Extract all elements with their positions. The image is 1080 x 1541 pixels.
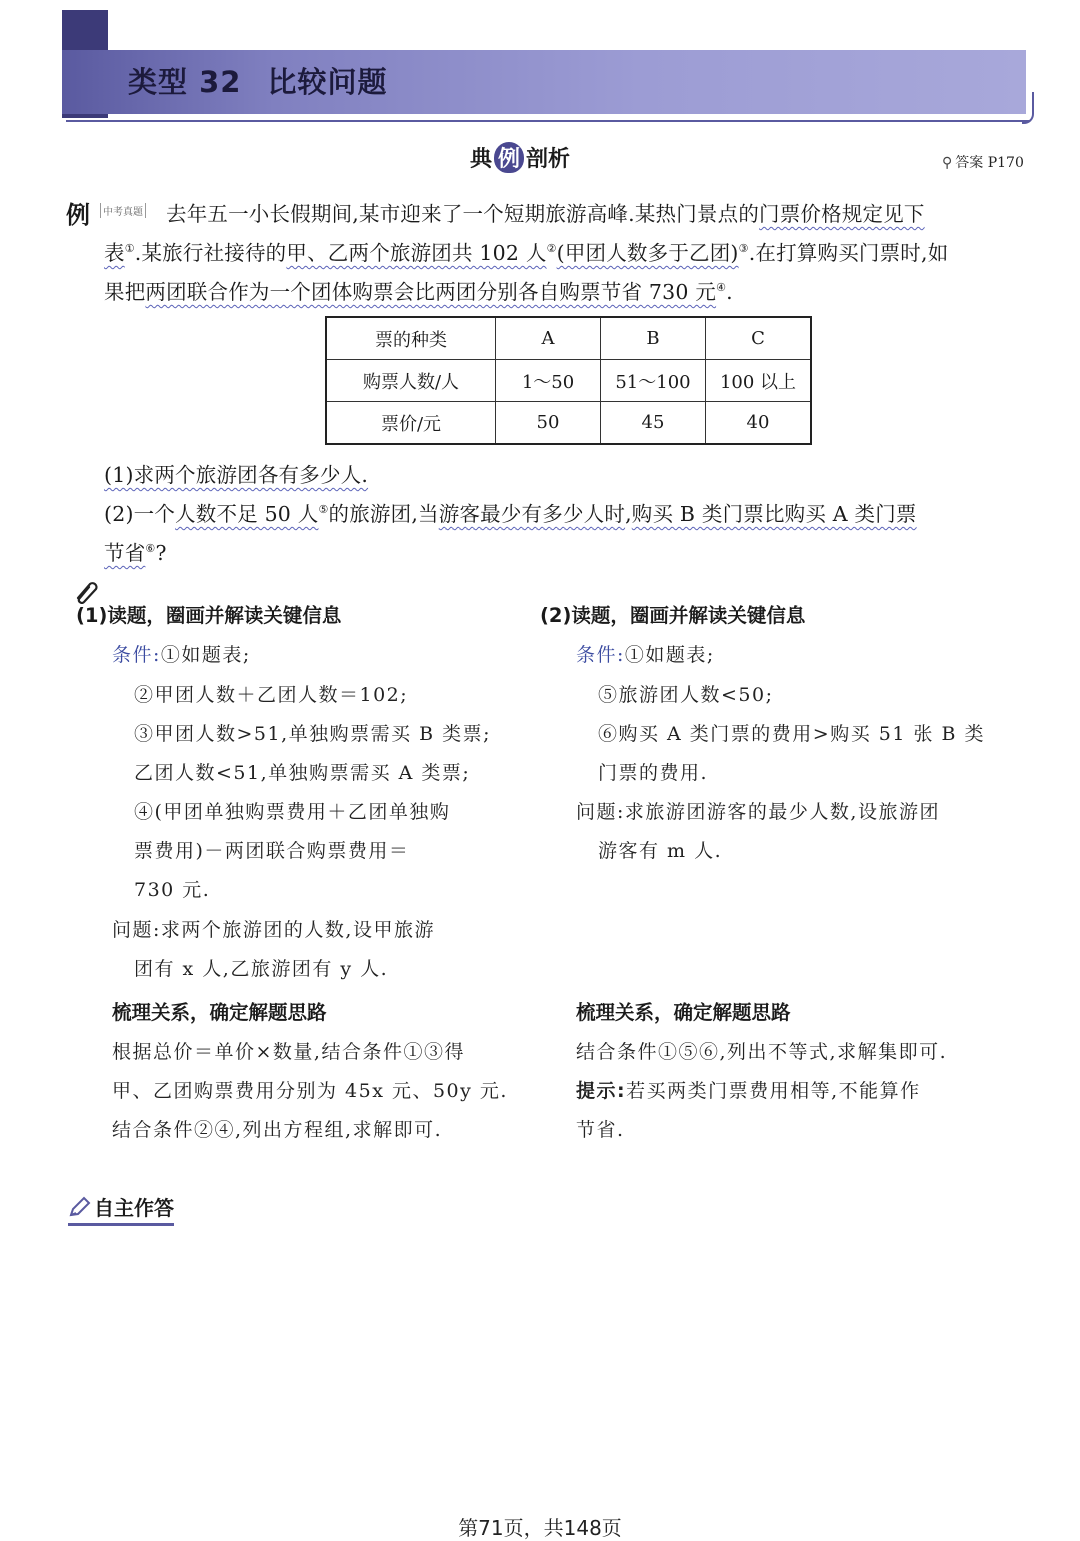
section-heading-badge: 例 <box>494 142 524 173</box>
header-title <box>128 60 388 101</box>
marker-6: ⑥ <box>145 542 156 555</box>
condition-text: ①如题表; <box>624 644 715 666</box>
problem-line-1 <box>166 197 925 227</box>
type-number: 32 <box>199 65 242 99</box>
question-text: 求两个旅游团的人数,设甲旅游 <box>160 919 435 941</box>
left-condition-4b: 票费用)－两团联合购票费用＝ <box>134 840 410 862</box>
marker-2: ② <box>546 242 557 255</box>
source-tag: 中考真题 <box>100 203 146 218</box>
table-row <box>326 402 811 445</box>
ticket-price-table <box>325 316 812 445</box>
right-hint-line <box>576 1076 921 1103</box>
right-hint-line-2: 节省. <box>576 1119 625 1141</box>
right-condition-6: ⑥购买 A 类门票的费用>购买 51 张 B 类 <box>598 723 986 745</box>
right-condition-line <box>576 640 715 667</box>
problem-text: 去年五一小长假期间,某市迎来了一个短期旅游高峰.某热门景点的 <box>166 202 760 226</box>
problem-highlight: 两团联合作为一个团体购票会比两团分别各自购票节省 730 元 <box>145 280 717 304</box>
problem-highlight: (甲团人数多于乙团) <box>556 241 739 265</box>
question-text: 的旅游团,当 <box>328 502 439 526</box>
left-condition-3: ③甲团人数>51,单独购票需买 B 类票; <box>134 723 492 745</box>
left-strategy-line-3: 结合条件②④,列出方程组,求解即可. <box>112 1119 443 1141</box>
table-cell: 50 <box>496 402 601 445</box>
question-1 <box>104 458 368 488</box>
question-text: , <box>625 502 632 526</box>
left-strategy-heading: 梳理关系，确定解题思路 <box>112 1001 327 1024</box>
pencil-icon <box>68 1196 92 1218</box>
marker-4: ④ <box>716 281 727 294</box>
condition-label: 条件: <box>112 644 161 666</box>
marker-1: ① <box>124 242 135 255</box>
header-rule <box>66 120 1030 122</box>
table-cell: 购票人数/人 <box>326 360 496 402</box>
condition-label: 条件: <box>576 644 625 666</box>
answer-reference[interactable] <box>942 152 1024 172</box>
question-text: (2)一个 <box>104 502 176 526</box>
header-edge <box>1022 92 1034 124</box>
problem-text: .某旅行社接待的 <box>134 241 287 265</box>
answer-reference-text: 答案 P170 <box>955 155 1024 171</box>
self-answer-text: 自主作答 <box>94 1196 174 1220</box>
left-condition-line <box>112 640 251 667</box>
table-cell: C <box>706 317 812 360</box>
problem-highlight: 门票价格规定见下 <box>759 202 925 226</box>
question-text: 求旅游团游客的最少人数,设旅游团 <box>624 801 940 823</box>
left-question-line-2: 团有 x 人,乙旅游团有 y 人. <box>134 958 389 980</box>
type-label: 类型 <box>128 65 189 99</box>
problem-highlight: 甲、乙两个旅游团共 102 人 <box>286 241 547 265</box>
right-strategy-heading: 梳理关系，确定解题思路 <box>576 1001 791 1024</box>
right-condition-5: ⑤旅游团人数<50; <box>598 684 774 706</box>
topic-title: 比较问题 <box>267 65 388 99</box>
key-icon: ⚲ <box>942 155 953 171</box>
left-question-line <box>112 915 435 942</box>
problem-text: .在打算购买门票时,如 <box>748 241 949 265</box>
left-condition-3b: 乙团人数<51,单独购票需买 A 类票; <box>134 762 471 784</box>
table-row <box>326 317 811 360</box>
problem-highlight: 表 <box>104 241 125 265</box>
left-strategy-line-2: 甲、乙团购票费用分别为 45x 元、50y 元. <box>112 1080 508 1102</box>
question-2-line-2 <box>104 536 167 566</box>
table-cell: 51～100 <box>601 360 706 402</box>
problem-text: . <box>726 280 733 304</box>
right-analysis-heading: (2)读题，圈画并解读关键信息 <box>540 604 806 627</box>
example-label: 例 <box>66 201 90 229</box>
table-cell: 票的种类 <box>326 317 496 360</box>
section-heading-right: 剖析 <box>526 147 571 172</box>
question-label: 问题: <box>112 919 161 941</box>
page-indicator: 第71页，共148页 <box>458 1516 622 1540</box>
table-cell: 1～50 <box>496 360 601 402</box>
condition-text: ①如题表; <box>160 644 251 666</box>
table-cell: B <box>601 317 706 360</box>
self-answer-heading <box>68 1192 174 1226</box>
problem-line-2 <box>104 236 948 266</box>
question-2-line-1 <box>104 497 917 527</box>
question-text: ? <box>155 541 167 565</box>
table-cell: 100 以上 <box>706 360 812 402</box>
table-cell: 40 <box>706 402 812 445</box>
problem-line-3 <box>104 275 733 305</box>
table-cell: A <box>496 317 601 360</box>
hint-text: 若买两类门票费用相等,不能算作 <box>626 1080 921 1102</box>
section-heading <box>470 142 570 173</box>
question-highlight: 节省 <box>104 541 146 565</box>
marker-3: ③ <box>738 242 749 255</box>
table-cell: 票价/元 <box>326 402 496 445</box>
table-cell: 45 <box>601 402 706 445</box>
question-text: (1)求两个旅游团各有多少人. <box>104 463 369 487</box>
left-strategy-line-1: 根据总价＝单价×数量,结合条件①③得 <box>112 1041 465 1063</box>
hint-label: 提示: <box>576 1080 627 1102</box>
left-condition-4: ④(甲团单独购票费用＋乙团单独购 <box>134 801 451 823</box>
marker-5: ⑤ <box>318 503 329 516</box>
question-highlight: 购买 B 类门票比购买 A 类门票 <box>631 502 917 526</box>
right-question-line-2: 游客有 m 人. <box>598 840 723 862</box>
problem-text: 果把 <box>104 280 146 304</box>
question-highlight: 游客最少有多少人时 <box>438 502 626 526</box>
question-highlight: 人数不足 50 人 <box>175 502 319 526</box>
left-condition-2: ②甲团人数＋乙团人数＝102; <box>134 684 409 706</box>
right-question-line <box>576 797 940 824</box>
left-analysis-heading: (1)读题，圈画并解读关键信息 <box>76 604 342 627</box>
left-condition-4c: 730 元. <box>134 879 211 901</box>
question-label: 问题: <box>576 801 625 823</box>
right-strategy-line-1: 结合条件①⑤⑥,列出不等式,求解集即可. <box>576 1041 948 1063</box>
right-condition-6b: 门票的费用. <box>598 762 709 784</box>
section-heading-left: 典 <box>470 147 493 172</box>
table-row <box>326 360 811 402</box>
